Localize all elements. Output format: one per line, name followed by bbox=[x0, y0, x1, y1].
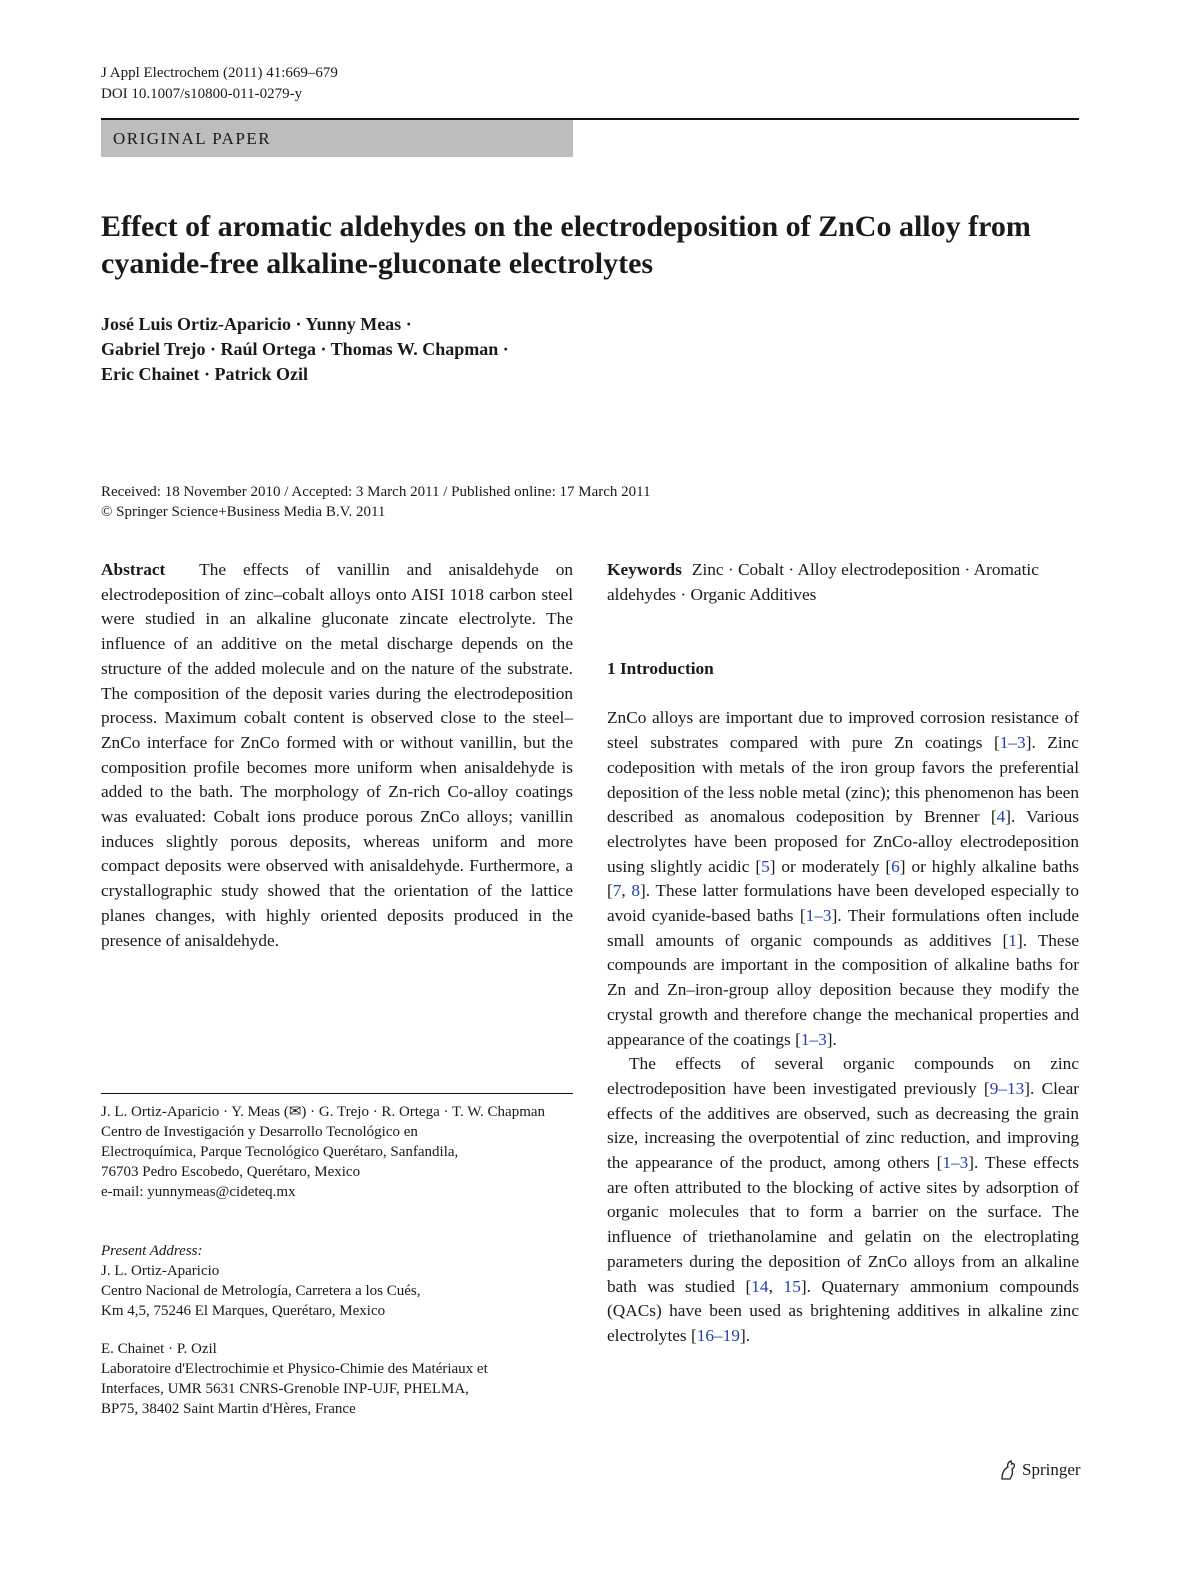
copyright-line: © Springer Science+Business Media B.V. 2011 bbox=[101, 504, 386, 520]
footnote-rule bbox=[101, 1093, 573, 1094]
paragraph-text: ]. bbox=[826, 1029, 837, 1049]
keywords bbox=[607, 558, 1079, 607]
citation-link[interactable]: 1–3 bbox=[800, 1029, 827, 1049]
paragraph-text: ]. These latter formulations have been developed especially to avoid cyanide-based baths [ bbox=[607, 881, 1080, 926]
present-address bbox=[101, 1241, 573, 1321]
affiliation-2-line: Laboratoire d'Electrochimie et Physico-Chimie des Matériaux et bbox=[101, 1361, 488, 1377]
paragraph-text: , bbox=[768, 1276, 784, 1296]
present-address-line: J. L. Ortiz-Aparicio bbox=[101, 1263, 220, 1279]
abstract-text: The effects of vanillin and anisaldehyde on electrodeposition of zinc–cobalt alloys onto AISI 1018 carbon steel were studied in an alkaline gluconate zincate electrolyte. The influence of an additive on the metal discharge depends on the structure of the added molecule and on the nature of the substrate. The composition of the deposit varies during the electrodeposition process. Maximum cobalt content is observed close to the steel–ZnCo interface for ZnCo formed with or without vanillin, but the composition profile becomes more uniform when anisaldehyde is added to the bath. The morphology of Zn-rich Co-alloy coatings was evaluated: Cobalt ions produce porous ZnCo alloys; vanillin induces slightly porous deposits, whereas uniform and more compact deposits were observed with anisaldehyde. Furthermore, a crystallographic study showed that the orientation of the lattice planes changes, with highly oriented deposits produced in the presence of anisaldehyde. bbox=[101, 560, 573, 950]
affiliation-1-names: J. L. Ortiz-Aparicio · Y. Meas (✉) · G. Trejo · R. Ortega · T. W. Chapman bbox=[101, 1104, 546, 1120]
present-address-label: Present Address: bbox=[101, 1243, 203, 1259]
author-name: Eric Chainet bbox=[101, 364, 200, 384]
affiliation-1-line: 76703 Pedro Escobedo, Querétaro, Mexico bbox=[101, 1164, 361, 1180]
citation-link[interactable]: 1–3 bbox=[999, 733, 1026, 753]
springer-horse-icon bbox=[998, 1459, 1018, 1481]
section-heading-introduction: 1 Introduction bbox=[607, 659, 714, 679]
right-column bbox=[607, 558, 1079, 1349]
paragraph-text: The effects of several organic compounds on zinc electrodeposition have been investigated previously [ bbox=[607, 1054, 1079, 1098]
author-name: Gabriel Trejo bbox=[101, 339, 206, 359]
author-name: José Luis Ortiz-Aparicio bbox=[101, 314, 291, 334]
author-separator: · bbox=[199, 364, 215, 384]
citation-link[interactable]: 4 bbox=[996, 807, 1006, 827]
intro-paragraph-1 bbox=[607, 706, 1079, 1052]
paragraph-text: ]. These effects are often attributed to the blocking of active sites by adsorption of organic molecules that to form a barrier on the surface. The influence of triethanolamine and gelatin on the electroplating parameters during the deposition of ZnCo alloys from an alkaline bath was studied [ bbox=[607, 1153, 1079, 1296]
paper-title: Effect of aromatic aldehydes on the electrodeposition of ZnCo alloy from cyanide-free alkaline-gluconate electrolytes bbox=[101, 210, 1031, 280]
keywords-heading: Keywords bbox=[607, 560, 682, 579]
author-name: Thomas W. Chapman bbox=[330, 339, 499, 359]
present-address-line: Centro Nacional de Metrología, Carretera a los Cués, bbox=[101, 1283, 421, 1299]
paragraph-text: ] or moderately [ bbox=[769, 856, 892, 876]
affiliation-2-line: BP75, 38402 Saint Martin d'Hères, France bbox=[101, 1401, 356, 1417]
citation-link[interactable]: 9–13 bbox=[989, 1078, 1025, 1098]
citation-link[interactable]: 14 bbox=[751, 1276, 769, 1296]
citation-link[interactable]: 7 bbox=[612, 881, 622, 901]
paragraph-text: ]. Quaternary ammonium compounds (QACs) have been used as brightening additives in alkaline zinc electrolytes [ bbox=[607, 1276, 1079, 1345]
paragraph-text: ]. Zinc codeposition with metals of the iron group favors the preferential deposition of the less noble metal (zinc); this phenomenon has been described as anomalous codeposition by Brenner [ bbox=[607, 733, 1079, 827]
citation-link[interactable]: 1–3 bbox=[805, 906, 832, 926]
citation-link[interactable]: 1 bbox=[1008, 930, 1017, 950]
author-list bbox=[101, 312, 801, 387]
affiliation-2-names: E. Chainet · P. Ozil bbox=[101, 1341, 217, 1357]
paragraph-text: ZnCo alloys are important due to improved corrosion resistance of steel substrates compared with pure Zn coatings [ bbox=[607, 708, 1079, 753]
author-name: Yunny Meas bbox=[305, 314, 402, 334]
publication-dates bbox=[101, 482, 651, 522]
abstract bbox=[101, 558, 573, 953]
affiliation-2-line: Interfaces, UMR 5631 CNRS-Grenoble INP-UJF, PHELMA, bbox=[101, 1381, 469, 1397]
author-separator: · bbox=[290, 314, 306, 334]
doi: DOI 10.1007/s10800-011-0279-y bbox=[101, 86, 303, 102]
author-name: Patrick Ozil bbox=[214, 364, 308, 384]
left-column bbox=[101, 558, 573, 953]
author-name: Raúl Ortega bbox=[220, 339, 316, 359]
history-line: Received: 18 November 2010 / Accepted: 3 March 2011 / Published online: 17 March 2011 bbox=[101, 484, 651, 500]
paragraph-text: ] or highly alkaline baths [ bbox=[607, 856, 1079, 901]
paragraph-text: ]. Their formulations often include small amounts of organic compounds as additives [ bbox=[607, 906, 1079, 950]
citation-link[interactable]: 16–19 bbox=[696, 1325, 740, 1345]
citation-link[interactable]: 15 bbox=[783, 1276, 801, 1296]
intro-paragraph-2 bbox=[607, 1052, 1079, 1348]
affiliation-1 bbox=[101, 1102, 573, 1202]
article-type-banner: ORIGINAL PAPER bbox=[101, 120, 573, 157]
abstract-heading: Abstract bbox=[101, 560, 166, 579]
paragraph-text: , bbox=[621, 881, 632, 901]
publisher-name: Springer bbox=[1022, 1460, 1081, 1479]
paragraph-text: ]. These compounds are important in the composition of alkaline baths for Zn and Zn–iron-group alloy deposition because they modify the crystal growth and therefore change the mechanical properties and appearance of the coatings [ bbox=[607, 930, 1079, 1049]
citation-link[interactable]: 1–3 bbox=[942, 1153, 969, 1173]
citation-link[interactable]: 8 bbox=[631, 881, 641, 901]
paragraph-text: ]. Various electrolytes have been proposed for ZnCo-alloy electrodeposition using slightly acidic [ bbox=[607, 807, 1079, 876]
keywords-text: Zinc · Cobalt · Alloy electrodeposition · Aromatic aldehydes · Organic Additives bbox=[607, 560, 1039, 604]
publisher-logo bbox=[998, 1459, 1081, 1481]
author-separator: · bbox=[315, 339, 331, 359]
affiliation-1-line: Centro de Investigación y Desarrollo Tecnológico en bbox=[101, 1124, 418, 1140]
citation-link[interactable]: 6 bbox=[891, 856, 900, 876]
author-separator: · bbox=[498, 339, 509, 359]
citation-link[interactable]: 5 bbox=[761, 856, 770, 876]
paragraph-text: ]. bbox=[739, 1325, 751, 1345]
affiliation-1-line: Electroquímica, Parque Tecnológico Querétaro, Sanfandila, bbox=[101, 1144, 459, 1160]
affiliation-2 bbox=[101, 1339, 573, 1419]
author-separator: · bbox=[401, 314, 412, 334]
journal-header bbox=[101, 63, 338, 105]
email[interactable]: e-mail: yunnymeas@cideteq.mx bbox=[101, 1184, 296, 1200]
author-separator: · bbox=[205, 339, 221, 359]
paragraph-text: ]. Clear effects of the additives are observed, such as decreasing the grain size, increasing the overpotential of zinc reduction, and improving the appearance of the product, among others [ bbox=[607, 1078, 1079, 1173]
journal-citation: J Appl Electrochem (2011) 41:669–679 bbox=[101, 65, 338, 81]
present-address-line: Km 4,5, 75246 El Marques, Querétaro, Mexico bbox=[101, 1303, 386, 1319]
